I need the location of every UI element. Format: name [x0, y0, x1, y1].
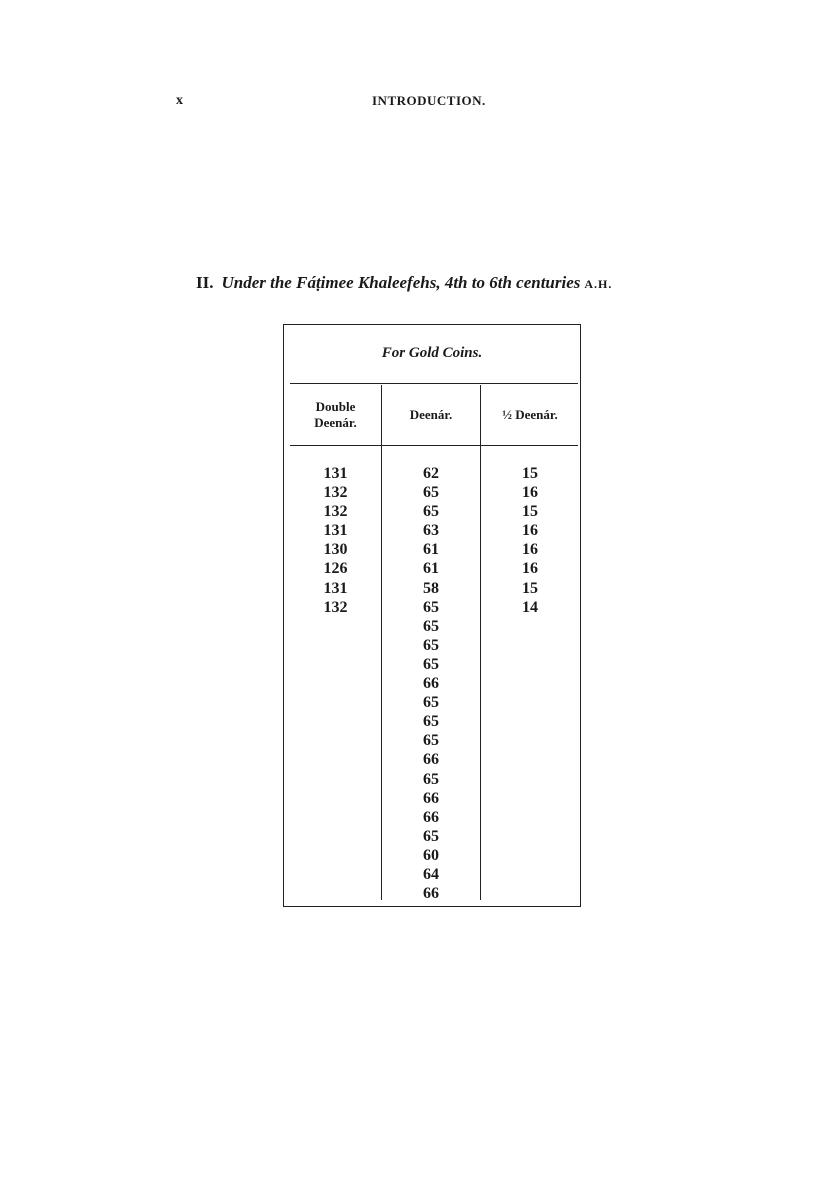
- table-cell: 16: [522, 522, 538, 540]
- table-cell: 65: [423, 484, 439, 502]
- table-cell: 132: [323, 598, 348, 616]
- table-cell: 65: [423, 827, 439, 845]
- table-cell: 15: [522, 503, 538, 521]
- table-cell: 65: [423, 694, 439, 712]
- table-cell: 62: [423, 465, 439, 482]
- column-header-deenar: [382, 407, 480, 423]
- column-values-double-deenar: [290, 464, 381, 617]
- table-cell: 66: [423, 885, 439, 903]
- table-cell: 66: [423, 675, 439, 693]
- table-cell: 15: [522, 579, 538, 597]
- column-divider: [480, 385, 481, 900]
- table-cell: 16: [522, 560, 538, 578]
- table-rule-header: [290, 445, 578, 446]
- table-cell: 132: [323, 484, 348, 502]
- table-cell: 65: [423, 636, 439, 654]
- table-cell: 66: [423, 789, 439, 807]
- table-cell: 63: [423, 522, 439, 540]
- table-rule-top: [290, 383, 578, 384]
- column-header-line: Double: [315, 399, 356, 414]
- table-cell: 65: [423, 598, 439, 616]
- table-cell: 65: [423, 617, 439, 635]
- column-header-line: Deenár.: [409, 407, 453, 422]
- table-cell: 132: [323, 503, 348, 521]
- table-cell: 60: [423, 846, 439, 864]
- table-cell: 66: [423, 808, 439, 826]
- table-cell: 130: [323, 541, 348, 559]
- table-cell: 65: [423, 503, 439, 521]
- section-heading: [196, 273, 612, 293]
- table-cell: 15: [522, 465, 538, 482]
- table-cell: 65: [423, 732, 439, 750]
- column-header-quarter-deenar: [481, 407, 579, 423]
- table-cell: 131: [323, 579, 348, 597]
- column-values-quarter-deenar: [481, 464, 579, 617]
- column-header-double-deenar: [290, 399, 381, 431]
- table-cell: 65: [423, 713, 439, 731]
- table-cell: 16: [522, 541, 538, 559]
- table-caption: For Gold Coins.: [381, 345, 483, 361]
- table-cell: 64: [423, 865, 439, 883]
- table-cell: 66: [423, 751, 439, 769]
- table-cell: 65: [423, 770, 439, 788]
- running-head: INTRODUCTION.: [372, 93, 486, 108]
- section-era: A.H.: [584, 277, 613, 291]
- table-cell: 131: [323, 465, 348, 482]
- table-cell: 126: [323, 560, 348, 578]
- table-cell: 65: [423, 655, 439, 673]
- page-number: x: [176, 93, 183, 108]
- weights-table: [283, 324, 581, 907]
- table-cell: 61: [423, 560, 439, 578]
- table-cell: 14: [522, 598, 538, 616]
- table-cell: 58: [423, 579, 439, 597]
- section-title: Under the Fáṭimee Khaleefehs, 4th to 6th centuries: [221, 273, 581, 292]
- table-cell: 131: [323, 522, 348, 540]
- section-numeral: II.: [196, 273, 214, 292]
- column-header-line: Deenár.: [314, 415, 357, 430]
- table-cell: 61: [423, 541, 439, 559]
- table-cell: 16: [522, 484, 538, 502]
- column-header-line: ½ Deenár.: [502, 407, 558, 422]
- column-values-deenar: [382, 464, 480, 903]
